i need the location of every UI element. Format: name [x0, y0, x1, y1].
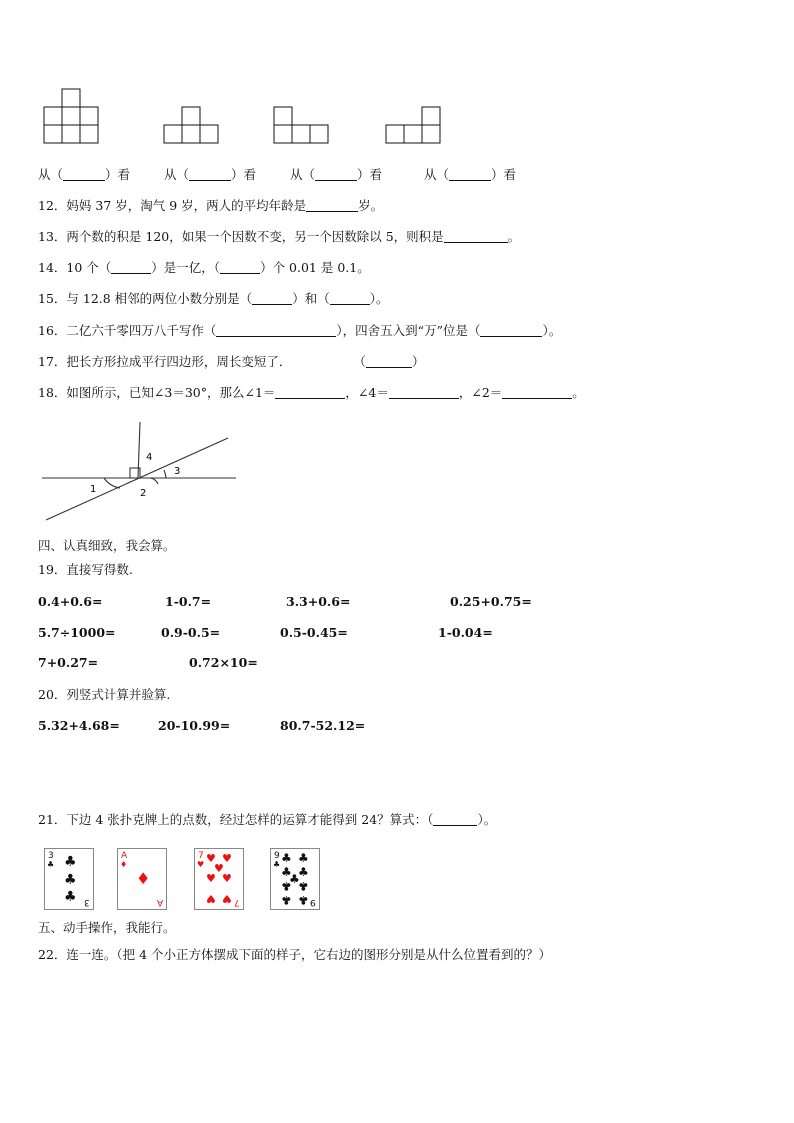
- club-icon: ♣: [273, 860, 281, 869]
- answer-blank[interactable]: [216, 324, 336, 337]
- answer-blank[interactable]: [111, 261, 151, 274]
- calc-item: 0.4+0.6=: [38, 594, 103, 609]
- question-20-title: 20．列竖式计算并验算.: [38, 687, 171, 702]
- calc-item: 1-0.04=: [438, 625, 493, 640]
- view-label-3: 从（ ）看: [290, 167, 383, 182]
- club-icon: ♣: [281, 879, 292, 893]
- view-figure-2: [160, 106, 220, 146]
- view-figure-4: [382, 106, 442, 146]
- answer-blank[interactable]: [220, 261, 260, 274]
- playing-card-7-hearts: [194, 848, 244, 910]
- section-5-heading: 五、动手操作，我能行。: [38, 920, 176, 935]
- playing-card-ace-diamonds: [117, 848, 167, 910]
- club-icon: ♣: [47, 860, 55, 869]
- answer-blank[interactable]: [306, 199, 358, 212]
- card-rank: A: [156, 897, 163, 907]
- club-icon: ♣: [64, 889, 77, 905]
- view-label-4: 从（ ）看: [424, 167, 517, 182]
- answer-blank[interactable]: [366, 355, 412, 368]
- club-icon: ♣: [298, 851, 309, 865]
- angle-figure: [40, 416, 240, 526]
- calc-item: 5.7÷1000=: [38, 625, 116, 640]
- calc-item: 0.9-0.5=: [161, 625, 221, 640]
- view-figure-3: [270, 106, 330, 146]
- answer-blank[interactable]: [252, 292, 292, 305]
- club-icon: ♣: [281, 893, 292, 907]
- calc-item: 7+0.27=: [38, 655, 99, 670]
- answer-blank[interactable]: [330, 292, 370, 305]
- club-icon: ♣: [281, 865, 292, 879]
- answer-blank[interactable]: [63, 168, 105, 181]
- heart-icon: ♥: [206, 892, 216, 905]
- club-icon: ♣: [298, 865, 309, 879]
- heart-icon: ♥: [214, 862, 224, 875]
- calc-item: 3.3+0.6=: [286, 594, 351, 609]
- question-13: 13．两个数的积是 120，如果一个因数不变，另一个因数除以 5，则积是 。: [38, 229, 521, 244]
- question-15: 15．与 12.8 相邻的两位小数分别是（ ）和（ ）。: [38, 291, 389, 306]
- playing-card-3-clubs: [44, 848, 94, 910]
- heart-icon: ♥: [222, 892, 232, 905]
- view-label-1: 从（ ）看: [38, 167, 131, 182]
- club-icon: ♣: [281, 851, 292, 865]
- angle-label-2: 2: [140, 488, 147, 499]
- diamond-icon: ♦: [120, 860, 128, 869]
- answer-blank[interactable]: [449, 168, 491, 181]
- angle-label-3: 3: [174, 466, 181, 477]
- playing-card-9-clubs: [270, 848, 320, 910]
- question-16: 16．二亿六千零四万八千写作（ ），四舍五入到“万”位是（ ）。: [38, 323, 562, 338]
- answer-blank[interactable]: [189, 168, 231, 181]
- club-icon: ♣: [64, 854, 77, 870]
- heart-icon: ♥: [206, 872, 216, 885]
- answer-blank[interactable]: [502, 386, 572, 399]
- card-rank: 3: [84, 897, 90, 907]
- question-12: 12．妈妈 37 岁，淘气 9 岁，两人的平均年龄是 岁。: [38, 198, 384, 213]
- diamond-icon: ♦: [136, 869, 151, 888]
- answer-blank[interactable]: [444, 230, 508, 243]
- card-rank: 7: [198, 851, 204, 861]
- answer-blank[interactable]: [389, 386, 459, 399]
- calc-item: 0.25+0.75=: [450, 594, 532, 609]
- calc-item: 1-0.7=: [165, 594, 212, 609]
- calc-item: 20-10.99=: [158, 718, 231, 733]
- question-22: 22．连一连。（把 4 个小正方体摆成下面的样子，它右边的图形分别是从什么位置看到的？）: [38, 947, 552, 962]
- calc-item: 0.72×10=: [189, 655, 258, 670]
- heart-icon: ♥: [222, 872, 232, 885]
- card-rank: 7: [234, 897, 240, 907]
- calc-item: 0.5-0.45=: [280, 625, 348, 640]
- answer-blank[interactable]: [433, 813, 477, 826]
- card-rank: 9: [310, 897, 316, 907]
- card-rank: 9: [274, 851, 280, 861]
- card-rank: 3: [48, 851, 54, 861]
- club-icon: ♣: [298, 879, 309, 893]
- answer-blank[interactable]: [315, 168, 357, 181]
- answer-blank[interactable]: [275, 386, 345, 399]
- question-14: 14．10 个（ ）是一亿，（ ）个 0.01 是 0.1。: [38, 260, 370, 275]
- answer-blank[interactable]: [480, 324, 542, 337]
- question-17: 17．把长方形拉成平行四边形，周长变短了． （ ）: [38, 354, 425, 369]
- question-21: 21．下边 4 张扑克牌上的点数，经过怎样的运算才能得到 24？算式：（ ）。: [38, 812, 497, 827]
- club-icon: ♣: [289, 872, 300, 886]
- question-18: 18．如图所示，已知∠3＝30°，那么∠1＝ ，∠4＝ ，∠2＝ 。: [38, 385, 585, 400]
- question-19-title: 19．直接写得数.: [38, 562, 133, 577]
- calc-item: 80.7-52.12=: [280, 718, 366, 733]
- angle-label-4: 4: [146, 452, 153, 463]
- calc-item: 5.32+4.68=: [38, 718, 120, 733]
- heart-icon: ♥: [206, 852, 216, 865]
- heart-icon: ♥: [222, 852, 232, 865]
- angle-label-1: 1: [90, 484, 97, 495]
- section-4-heading: 四、认真细致，我会算。: [38, 538, 176, 553]
- card-rank: A: [121, 851, 128, 861]
- club-icon: ♣: [64, 872, 77, 888]
- heart-icon: ♥: [197, 860, 205, 869]
- view-figure-1: [40, 88, 100, 148]
- club-icon: ♣: [298, 893, 309, 907]
- view-label-2: 从（ ）看: [164, 167, 257, 182]
